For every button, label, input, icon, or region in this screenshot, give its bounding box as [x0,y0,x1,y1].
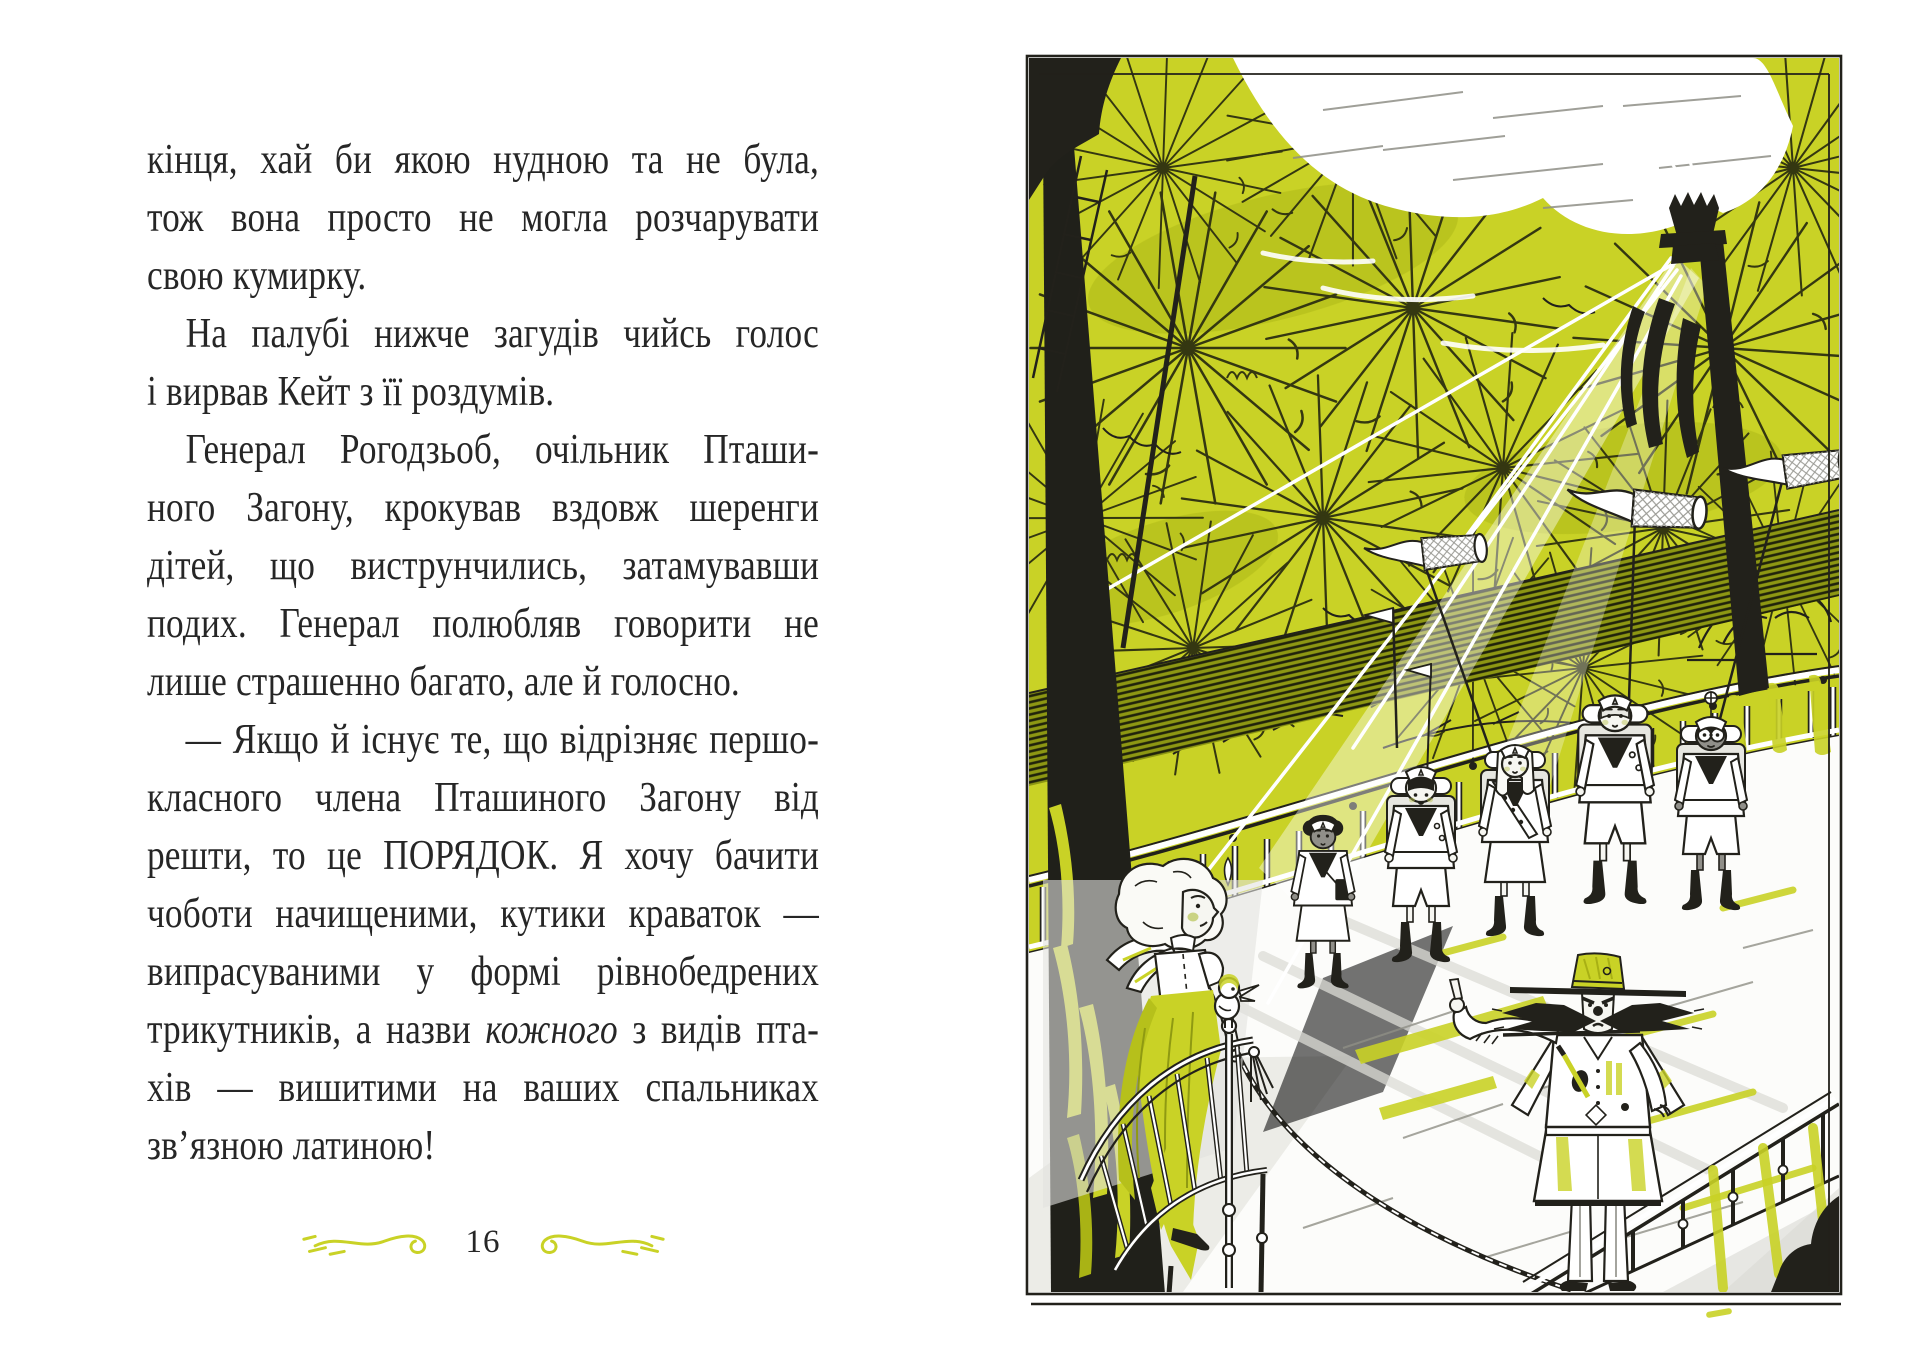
text-line: трикутників, а назви кожного з видів пта- [147,1007,819,1053]
page-footer [147,1224,819,1261]
paragraph [147,305,819,421]
text-line: свою кумирку. [147,253,367,299]
paragraph [147,421,819,711]
text-line: ного Загону, крокував вздовж шеренги [147,485,819,531]
paragraph [147,711,819,1175]
page-number: 16 [465,1224,501,1260]
text-line: На палубі нижче загудів чийсь голос [185,311,819,357]
text-line: — Якщо й існує те, що відрізняє першо- [185,717,819,763]
text-line: класного члена Пташиного Загону від [147,775,819,821]
text-line: випрасуваними у формі рівнобедрених [147,949,819,995]
paragraph [147,131,819,305]
story-illustration [1023,48,1847,1328]
text-line: лише страшенно багато, але й голосно. [147,659,740,705]
text-line: Генерал Рогодзьоб, очільник Пташи- [185,427,819,473]
text-line: чоботи начищеними, кутики краваток — [147,891,819,937]
text-line: кінця, хай би якою нудною та не була, [147,137,819,183]
flourish-right-icon [515,1225,665,1261]
flourish-left-icon [302,1225,452,1261]
text-line: і вирвав Кейт з її роздумів. [147,369,555,415]
text-line: тож вона просто не могла розчарувати [147,195,819,241]
text-line: зв’язною латиною! [147,1123,436,1169]
italic-word: кожного [485,1007,618,1053]
text-line: подих. Генерал полюбляв говорити не [147,601,819,647]
text-line: дітей, що виструнчились, затамувавши [147,543,819,589]
body-text [147,131,819,1175]
text-line: хів — вишитими на ваших спальниках [147,1065,819,1111]
text-line: решти, то це ПОРЯДОК. Я хочу бачити [147,833,819,879]
right-page [1023,48,1847,1328]
